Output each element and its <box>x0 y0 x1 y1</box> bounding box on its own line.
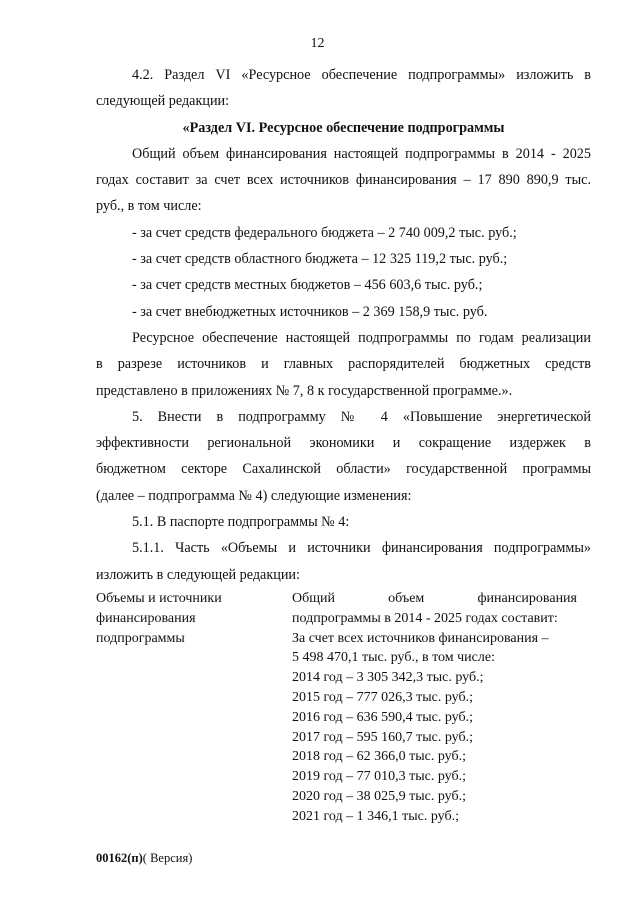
year-line: 2017 год – 595 160,7 тыс. руб.; <box>292 729 473 745</box>
year-line: 2020 год – 38 025,9 тыс. руб.; <box>292 788 466 804</box>
table-label-cell <box>96 589 292 827</box>
bullet-local: - за счет средств местных бюджетов – 456 603,6 тыс. руб.; <box>132 277 483 294</box>
table-label-line: подпрограммы <box>96 630 185 646</box>
item-5-1-1-line-1: 5.1.1. Часть «Объемы и источники финансирования подпрограммы» <box>132 540 591 557</box>
funding-paragraph-line-2: годах составит за счет всех источников финансирования – 17 890 890,9 тыс. <box>96 172 591 189</box>
document-version: ( Версия) <box>142 851 193 865</box>
year-line: 2014 год – 3 305 342,3 тыс. руб.; <box>292 670 484 686</box>
page-number: 12 <box>310 36 325 51</box>
resource-paragraph-line-1: Ресурсное обеспечение настоящей подпрограммы по годам реализации <box>132 329 591 346</box>
funding-paragraph-line-3: руб., в том числе: <box>96 198 202 215</box>
table-value-cell <box>292 589 577 827</box>
document-body <box>96 62 591 588</box>
year-line: 2015 год – 777 026,3 тыс. руб.; <box>292 689 473 705</box>
section-heading: «Раздел VI. Ресурсное обеспечение подпрограммы <box>182 119 505 136</box>
table-value-line: 5 498 470,1 тыс. руб., в том числе: <box>292 650 495 666</box>
document-code: 00162(п) <box>96 851 143 865</box>
bullet-federal: - за счет средств федерального бюджета – 2 740 009,2 тыс. руб.; <box>132 224 517 241</box>
bullet-extrabudgetary: - за счет внебюджетных источников – 2 369 158,9 тыс. руб. <box>132 303 488 320</box>
year-line: 2016 год – 636 590,4 тыс. руб.; <box>292 709 473 725</box>
resource-paragraph-line-2: в разрезе источников и главных распорядителей бюджетных средств <box>96 356 591 373</box>
item-5-line-4: (далее – подпрограмма № 4) следующие изменения: <box>96 487 412 504</box>
table-label-line: финансирования <box>96 610 196 626</box>
paragraph-4-2-line-1: 4.2. Раздел VI «Ресурсное обеспечение подпрограммы» изложить в <box>132 67 592 83</box>
funding-paragraph-line-1: Общий объем финансирования настоящей подпрограммы в 2014 - 2025 <box>132 145 591 162</box>
table-value-line: За счет всех источников финансирования – <box>292 630 549 646</box>
year-line: 2019 год – 77 010,3 тыс. руб.; <box>292 769 466 785</box>
document-footer <box>96 851 192 866</box>
funding-table <box>96 589 591 827</box>
table-label-line: Объемы и источники <box>96 591 222 606</box>
item-5-line-3: бюджетном секторе Сахалинской области» государственной программы <box>96 461 591 478</box>
item-5-line-2: эффективности региональной экономики и сокращение издержек в <box>96 435 591 452</box>
year-line: 2021 год – 1 346,1 тыс. руб.; <box>292 808 459 824</box>
paragraph-4-2-line-2: следующей редакции: <box>96 93 230 110</box>
item-5-1: 5.1. В паспорте подпрограммы № 4: <box>132 514 350 531</box>
bullet-regional: - за счет средств областного бюджета – 12 325 119,2 тыс. руб.; <box>132 251 508 268</box>
item-5-line-1: 5. Внести в подпрограмму № 4 «Повышение энергетической <box>132 408 591 425</box>
item-5-1-1-line-2: изложить в следующей редакции: <box>96 566 300 583</box>
resource-paragraph-line-3: представлено в приложениях № 7, 8 к государственной программе.». <box>96 382 513 399</box>
year-line: 2018 год – 62 366,0 тыс. руб.; <box>292 749 466 765</box>
table-value-line: подпрограммы в 2014 - 2025 годах составит: <box>292 610 558 626</box>
table-value-line: Общий объем финансирования <box>292 591 577 606</box>
